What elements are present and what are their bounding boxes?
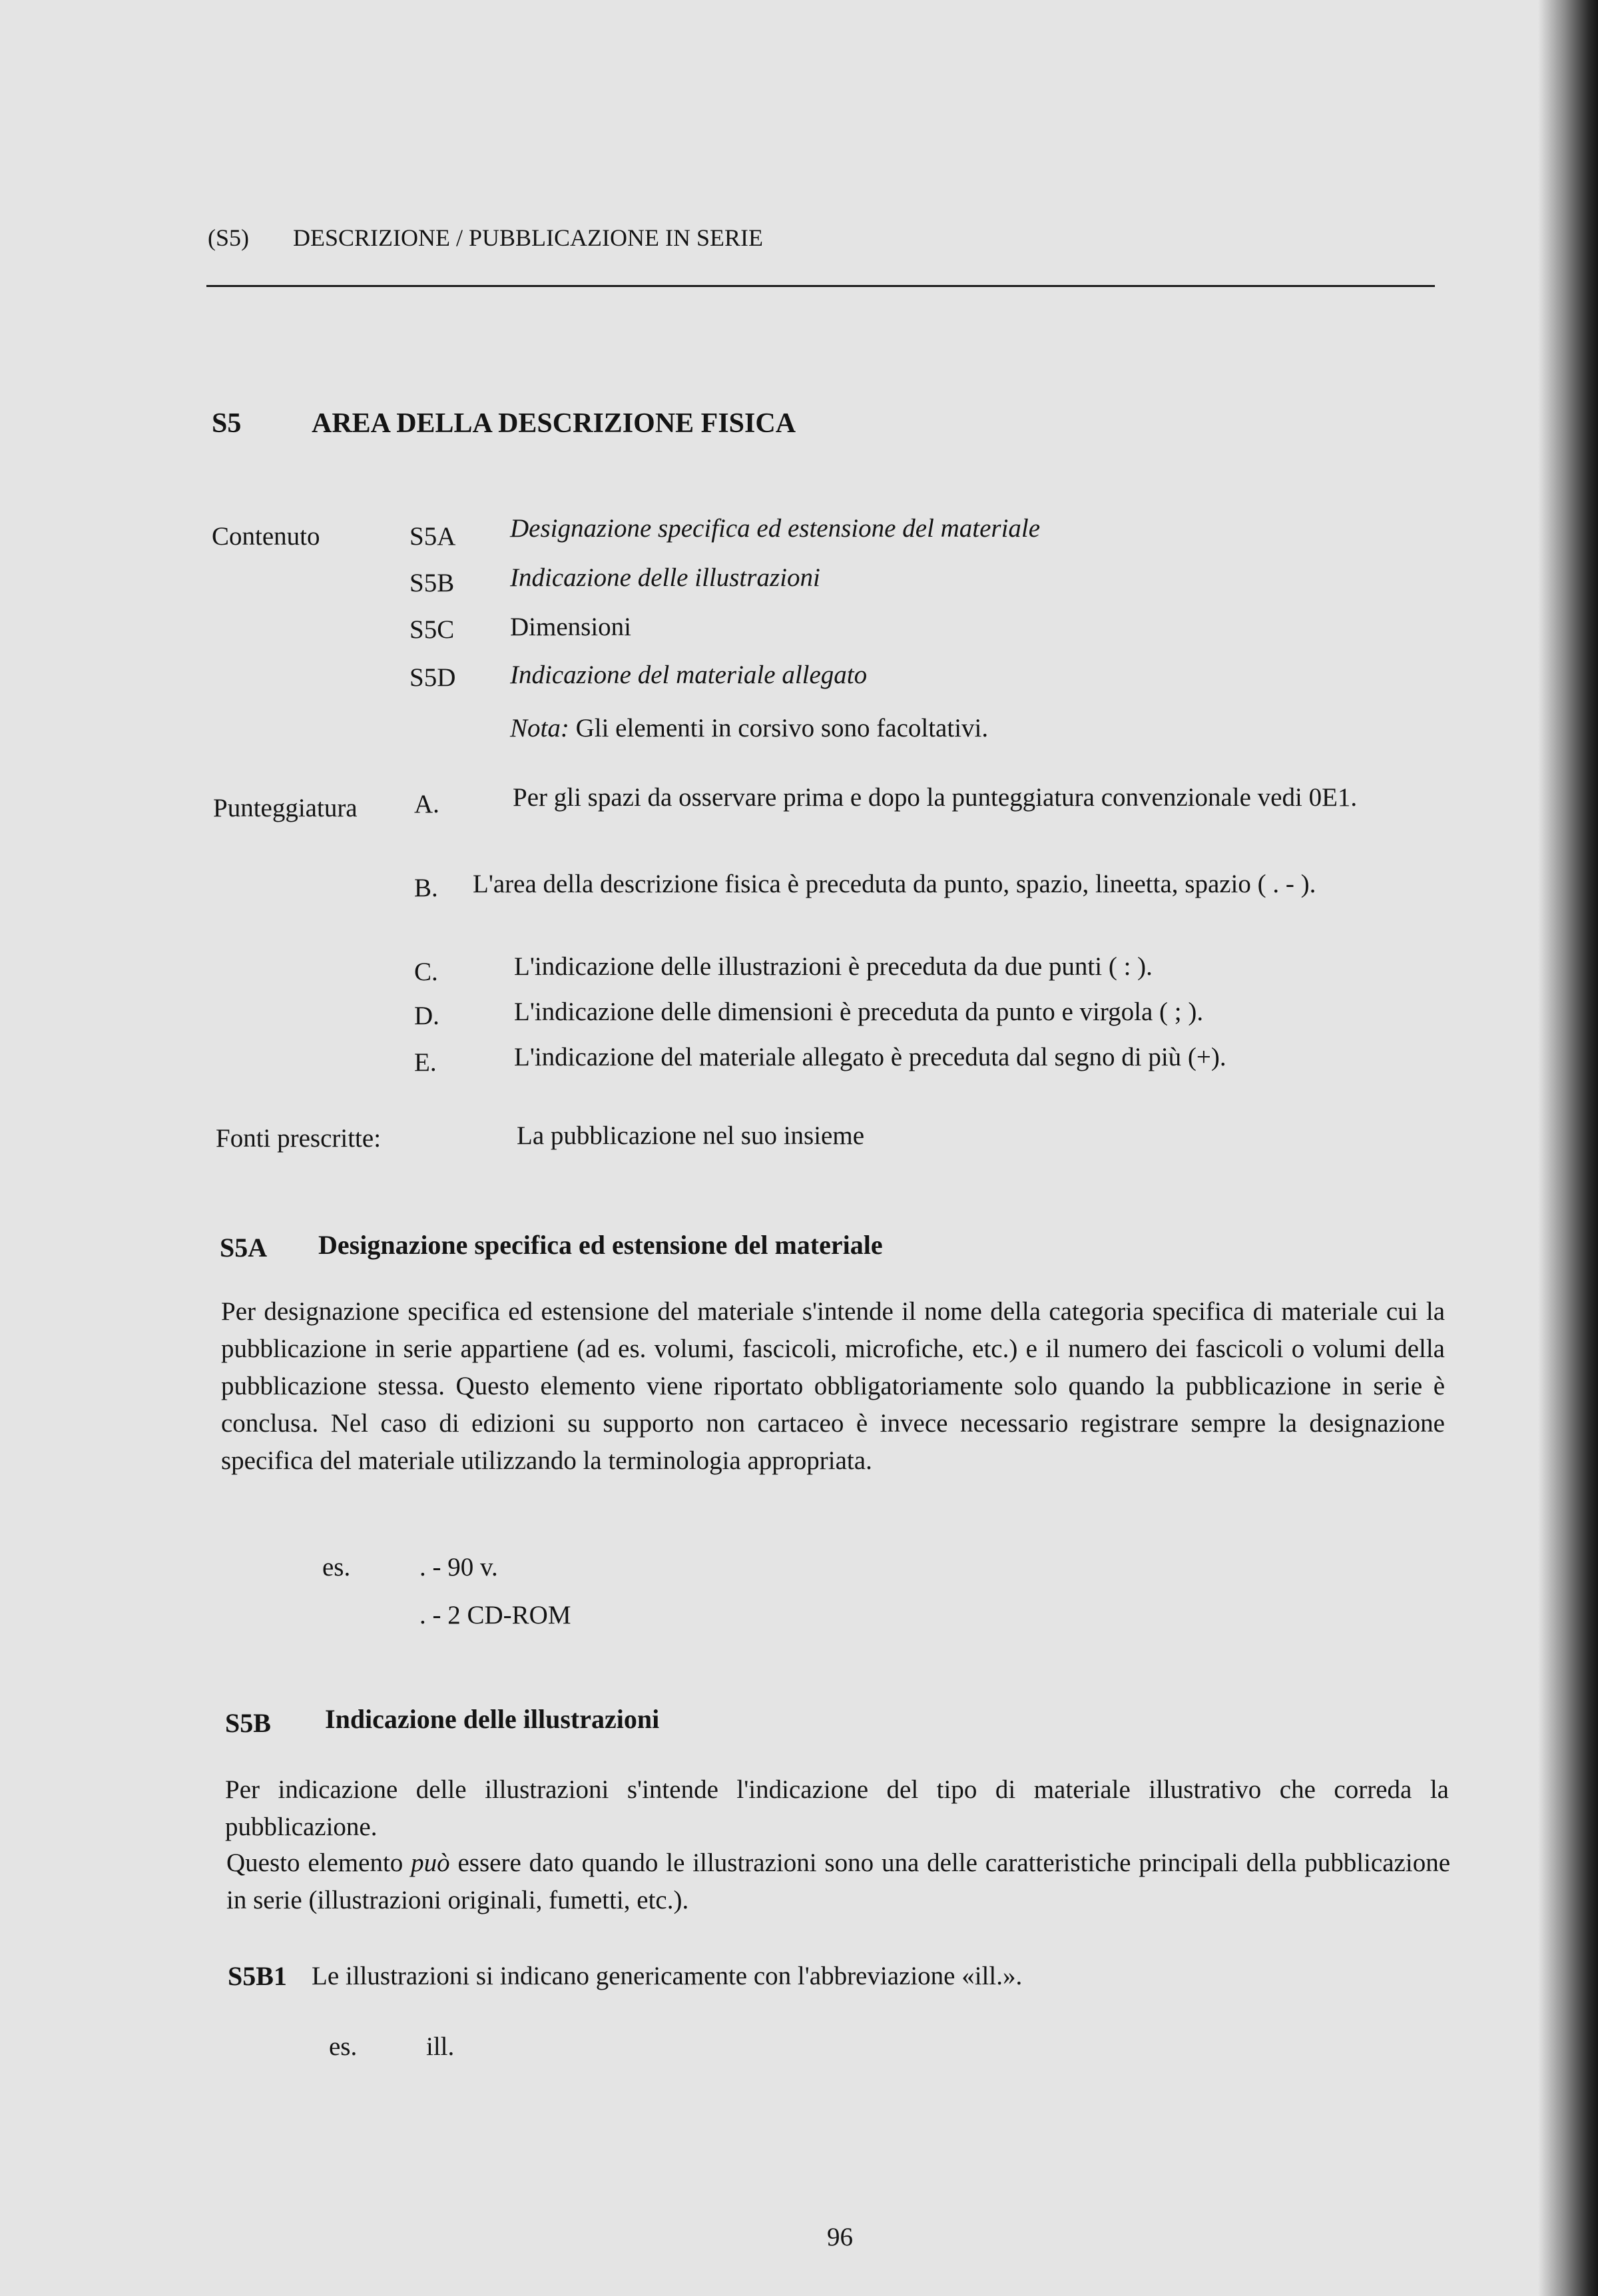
s5a-title: Designazione specifica ed estensione del materiale	[318, 1230, 883, 1260]
page-number: 96	[827, 2223, 853, 2251]
contenuto-item-code: S5A	[409, 522, 456, 551]
contenuto-item-code: S5D	[409, 663, 456, 692]
header-title: DESCRIZIONE / PUBBLICAZIONE IN SERIE	[293, 224, 763, 251]
s5b-paragraph: Per indicazione delle illustrazioni s'intende l'indicazione del tipo di materiale illustrativo che correda la pubblicazione.	[225, 1775, 1449, 1841]
punteggiatura-text: Per gli spazi da osservare prima e dopo la punteggiatura convenzionale vedi 0E1.	[513, 783, 1358, 812]
s5a-es-label: es.	[322, 1553, 351, 1581]
header-rule	[206, 285, 1435, 287]
nota-line	[510, 710, 988, 747]
s5b1-code: S5B1	[228, 1961, 287, 1991]
contenuto-item-code: S5C	[409, 615, 455, 644]
s5b1-text: Le illustrazioni si indicano genericamente con l'abbreviazione «ill.».	[312, 1962, 1023, 1990]
s5a-example: . - 2 CD-ROM	[419, 1601, 571, 1629]
contenuto-item-code: S5B	[409, 569, 455, 597]
s5b-code: S5B	[225, 1708, 271, 1738]
contenuto-label: Contenuto	[212, 522, 320, 551]
s5b1-es-label: es.	[329, 2032, 358, 2061]
book-spine-shadow	[1538, 0, 1598, 2296]
area-title: AREA DELLA DESCRIZIONE FISICA	[312, 408, 796, 439]
punteggiatura-text: L'indicazione delle dimensioni è preceduta da punto e virgola ( ; ).	[514, 998, 1204, 1026]
fonti-text: La pubblicazione nel suo insieme	[517, 1121, 865, 1150]
s5b-paragraph: Questo elemento può essere dato quando le illustrazioni sono una delle caratteristiche principali della pubblicazione in serie (illustrazioni originali, fumetti, etc.).	[226, 1849, 1450, 1914]
punteggiatura-letter: C.	[414, 958, 438, 986]
punteggiatura-text: L'indicazione del materiale allegato è preceduta dal segno di più (+).	[514, 1043, 1226, 1071]
nota-text: Gli elementi in corsivo sono facoltativi.	[575, 714, 989, 742]
header-code: (S5)	[208, 224, 249, 251]
contenuto-item-text: Indicazione delle illustrazioni	[510, 563, 820, 592]
punteggiatura-letter: A.	[414, 790, 439, 818]
punteggiatura-text: L'area della descrizione fisica è preceduta da punto, spazio, lineetta, spazio ( . - ).	[473, 870, 1316, 898]
punteggiatura-letter: B.	[414, 874, 438, 902]
s5a-example: . - 90 v.	[419, 1553, 498, 1581]
punteggiatura-text: L'indicazione delle illustrazioni è preceduta da due punti ( : ).	[514, 952, 1153, 981]
s5a-paragraph: Per designazione specifica ed estensione del materiale s'intende il nome della categoria specifica di materiale cui la pubblicazione in serie appartiene (ad es. volumi, fascicoli, microfiche, etc.) e il numero dei fascicoli o volumi della pubblicazione stessa. Questo elemento viene riportato obbligatoriamente solo quando la pubblicazione in serie è conclusa. Nel caso di edizioni su supporto non cartaceo è invece necessario registrare sempre la designazione specifica del materiale utilizzando la terminologia appropriata.	[221, 1297, 1445, 1475]
fonti-label: Fonti prescritte:	[216, 1124, 382, 1153]
contenuto-item-text: Designazione specifica ed estensione del materiale	[510, 514, 1041, 543]
contenuto-item-text: Indicazione del materiale allegato	[510, 661, 868, 689]
s5b-title: Indicazione delle illustrazioni	[325, 1704, 660, 1734]
punteggiatura-label: Punteggiatura	[213, 794, 358, 822]
s5b1-example: ill.	[426, 2032, 455, 2061]
contenuto-item-text: Dimensioni	[510, 613, 631, 641]
punteggiatura-letter: E.	[414, 1048, 437, 1077]
area-code: S5	[212, 408, 242, 439]
s5a-code: S5A	[220, 1233, 268, 1263]
punteggiatura-letter: D.	[414, 1002, 439, 1030]
nota-label: Nota:	[510, 714, 569, 742]
